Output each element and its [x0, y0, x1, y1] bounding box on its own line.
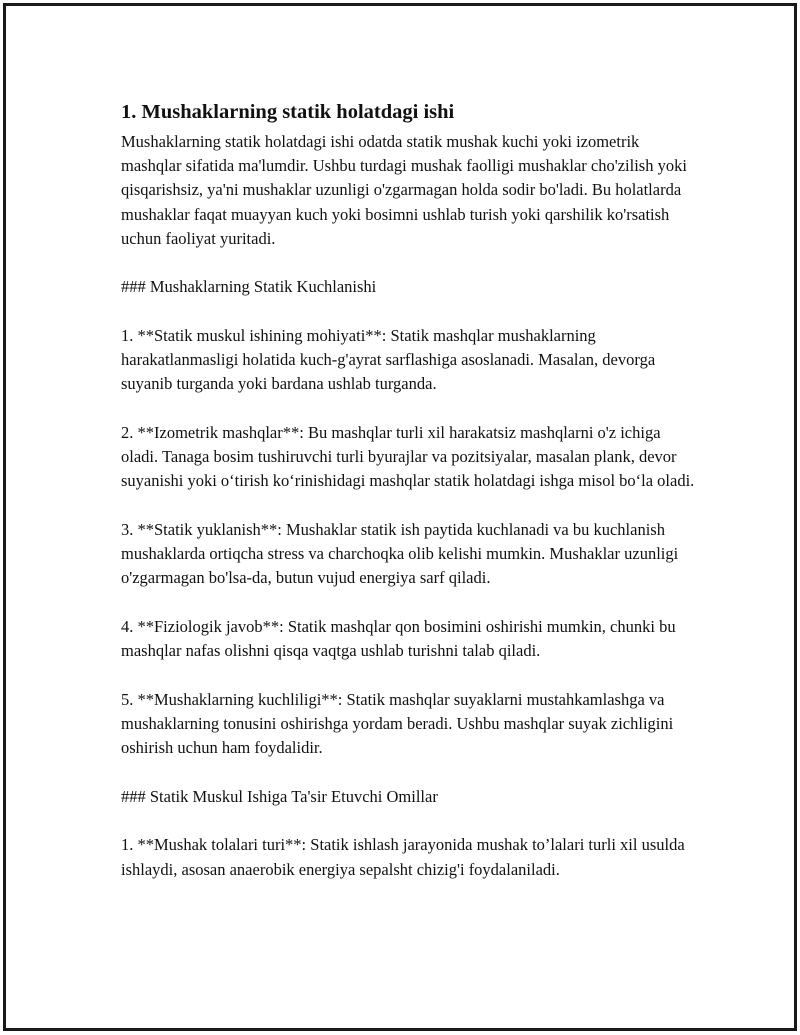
list-item-2: 2. **Izometrik mashqlar**: Bu mashqlar turli xil harakatsiz mashqlarni o'z ichiga oladi. Tanaga bosim tushiruvchi turli byurajlar va pozitsiyalar, masalan plank, devor suyanishi yoki o‘tirish ko‘rinishidagi mashqlar statik holatdagi ishga misol bo‘la oladi.: [121, 423, 695, 491]
document-title: 1. Mushaklarning statik holatdagi ishi: [121, 101, 455, 123]
section-heading-static-tension: ### Mushaklarning Statik Kuchlanishi: [121, 277, 377, 297]
document-body: [121, 98, 701, 906]
intro-paragraph: Mushaklarning statik holatdagi ishi odatda statik mushak kuchi yoki izometrik mashqlar sifatida ma'lumdir. Ushbu turdagi mushak faolligi mushaklar cho'zilish yoki qisqarishsiz, ya'ni mushaklar uzunligi o'zgarmagan holda sodir bo'ladi. Bu holatlarda mushaklar faqat muayyan kuch yoki bosimni ushlab turish yoki qarshilik ko'rsatish uchun faoliyat yuritadi.: [121, 132, 687, 248]
section-heading-factors: ### Statik Muskul Ishiga Ta'sir Etuvchi Omillar: [121, 786, 438, 806]
list-item-1: 1. **Statik muskul ishining mohiyati**: Statik mashqlar mushaklarning harakatlanmasligi holatida kuch-g'ayrat sarflashiga asoslanadi. Masalan, devorga suyanib turganda yoki bardana ushlab turganda.: [121, 326, 656, 394]
factors-list-item-1: 1. **Mushak tolalari turi**: Statik ishlash jarayonida mushak to’lalari turli xil usulda ishlaydi, asosan anaerobik energiya sepalsht chizig'i foydalaniladi.: [121, 835, 685, 879]
list-item-3: 3. **Statik yuklanish**: Mushaklar statik ish paytida kuchlanadi va bu kuchlanish mushaklarda ortiqcha stress va charchoqka olib kelishi mumkin. Mushaklar uzunligi o'zgarmagan bo'lsa-da, butun vujud energiya sarf qiladi.: [121, 520, 679, 588]
page-frame: [3, 3, 797, 1031]
list-item-4: 4. **Fiziologik javob**: Statik mashqlar qon bosimini oshirishi mumkin, chunki bu mashqlar nafas olishni qisqa vaqtga ushlab turishni talab qiladi.: [121, 617, 676, 661]
list-item-5: 5. **Mushaklarning kuchliligi**: Statik mashqlar suyaklarni mustahkamlashga va mushaklarning tonusini oshirishga yordam beradi. Ushbu mashqlar suyak zichligini oshirish uchun ham foydalidir.: [121, 689, 674, 758]
